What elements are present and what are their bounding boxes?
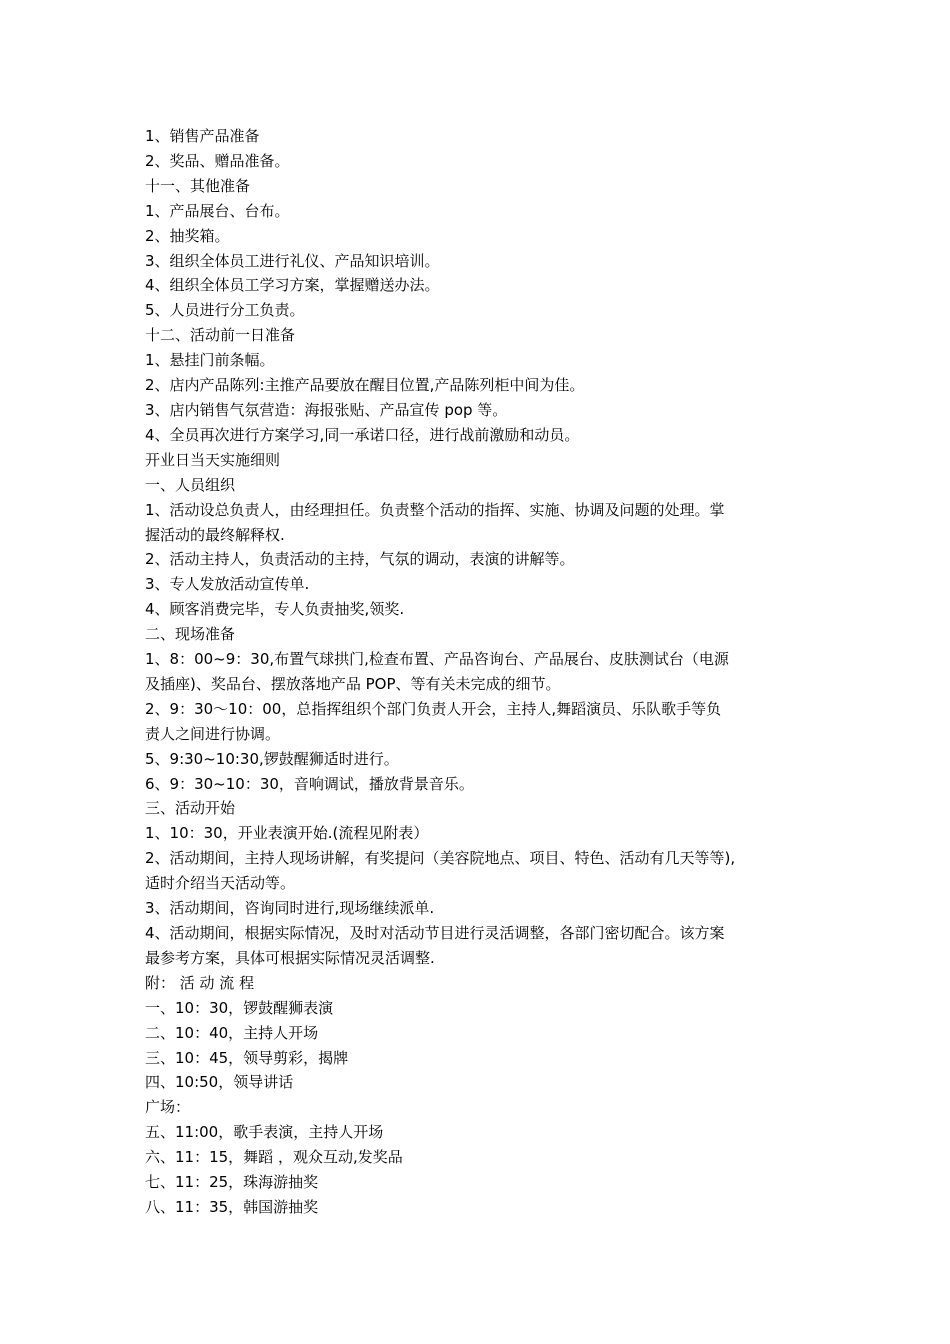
text-line-29: 1、10：30，开业表演开始.(流程见附表） <box>145 824 429 843</box>
section-heading-event-start: 三、活动开始 <box>145 799 236 818</box>
section-heading-plaza: 广场： <box>145 1098 191 1117</box>
schedule-item-2: 二、10：40，主持人开场 <box>145 1023 319 1042</box>
schedule-item-8: 八、11：35，韩国游抽奖 <box>145 1197 319 1216</box>
text-line-26: 5、9:30~10:30,锣鼓醒狮适时进行。 <box>145 749 399 768</box>
text-line-31: 适时介绍当天活动等。 <box>145 874 296 893</box>
section-heading-other-prep: 十一、其他准备 <box>145 176 251 195</box>
text-line-6: 3、组织全体员工进行礼仪、产品知识培训。 <box>145 251 440 270</box>
text-line-27: 6、9：30~10：30，音响调试，播放背景音乐。 <box>145 774 474 793</box>
text-line-17: 握活动的最终解释权. <box>145 525 285 544</box>
schedule-item-1: 一、10：30，锣鼓醒狮表演 <box>145 998 334 1017</box>
text-line-7: 4、组织全体员工学习方案，掌握赠送办法。 <box>145 276 440 295</box>
schedule-item-5: 五、11:00，歌手表演，主持人开场 <box>145 1123 384 1142</box>
text-line-12: 3、店内销售气氛营造：海报张贴、产品宣传 pop 等。 <box>145 400 508 419</box>
section-heading-staff: 一、人员组织 <box>145 475 236 494</box>
text-line-1: 1、销售产品准备 <box>145 127 260 145</box>
section-heading-schedule: 附： 活 动 流 程 <box>145 973 255 992</box>
text-line-25: 责人之间进行协调。 <box>145 724 281 743</box>
section-heading-opening-day: 开业日当天实施细则 <box>145 450 281 469</box>
text-line-33: 4、活动期间，根据实际情况，及时对活动节目进行灵活调整，各部门密切配合。该方案 <box>145 924 725 942</box>
text-line-23: 及插座)、奖品台、摆放落地产品 POP、等有关未完成的细节。 <box>145 674 561 693</box>
text-line-32: 3、活动期间，咨询同时进行,现场继续派单. <box>145 899 435 918</box>
schedule-item-7: 七、11：25，珠海游抽奖 <box>145 1173 319 1192</box>
text-line-24: 2、9：30～10：00，总指挥组织个部门负责人开会，主持人,舞蹈演员、乐队歌手等负 <box>145 699 722 718</box>
schedule-item-4: 四、10:50，领导讲话 <box>145 1073 294 1092</box>
text-line-22: 1、8：00~9：30,布置气球拱门,检查布置、产品咨询台、产品展台、皮肤测试台（电源 <box>145 650 729 669</box>
text-line-16: 1、活动设总负责人，由经理担任。负责整个活动的指挥、实施、协调及问题的处理。掌 <box>145 500 725 519</box>
section-heading-day-before: 十二、活动前一日准备 <box>145 326 296 345</box>
document-body <box>145 124 825 1220</box>
text-line-18: 2、活动主持人，负责活动的主持，气氛的调动，表演的讲解等。 <box>145 550 575 569</box>
schedule-item-3: 三、10：45，领导剪彩，揭牌 <box>145 1048 349 1067</box>
schedule-item-6: 六、11：15，舞蹈 ，观众互动,发奖品 <box>145 1148 403 1167</box>
text-line-5: 2、抽奖箱。 <box>145 226 230 245</box>
text-line-13: 4、全员再次进行方案学习,同一承诺口径，进行战前激励和动员。 <box>145 425 580 444</box>
text-line-34: 最参考方案，具体可根据实际情况灵活调整. <box>145 948 435 967</box>
text-line-4: 1、产品展台、台布。 <box>145 201 290 220</box>
text-line-2: 2、奖品、赠品准备。 <box>145 151 290 170</box>
text-line-20: 4、顾客消费完毕，专人负责抽奖,领奖. <box>145 600 405 619</box>
text-line-8: 5、人员进行分工负责。 <box>145 301 305 320</box>
text-line-10: 1、悬挂门前条幅。 <box>145 351 275 370</box>
section-heading-site-prep: 二、现场准备 <box>145 625 236 644</box>
text-line-19: 3、专人发放活动宣传单. <box>145 575 310 594</box>
text-line-30: 2、活动期间，主持人现场讲解，有奖提问（美容院地点、项目、特色、活动有几天等等), <box>145 849 736 868</box>
text-line-11: 2、店内产品陈列:主推产品要放在醒目位置,产品陈列柜中间为佳。 <box>145 376 585 395</box>
